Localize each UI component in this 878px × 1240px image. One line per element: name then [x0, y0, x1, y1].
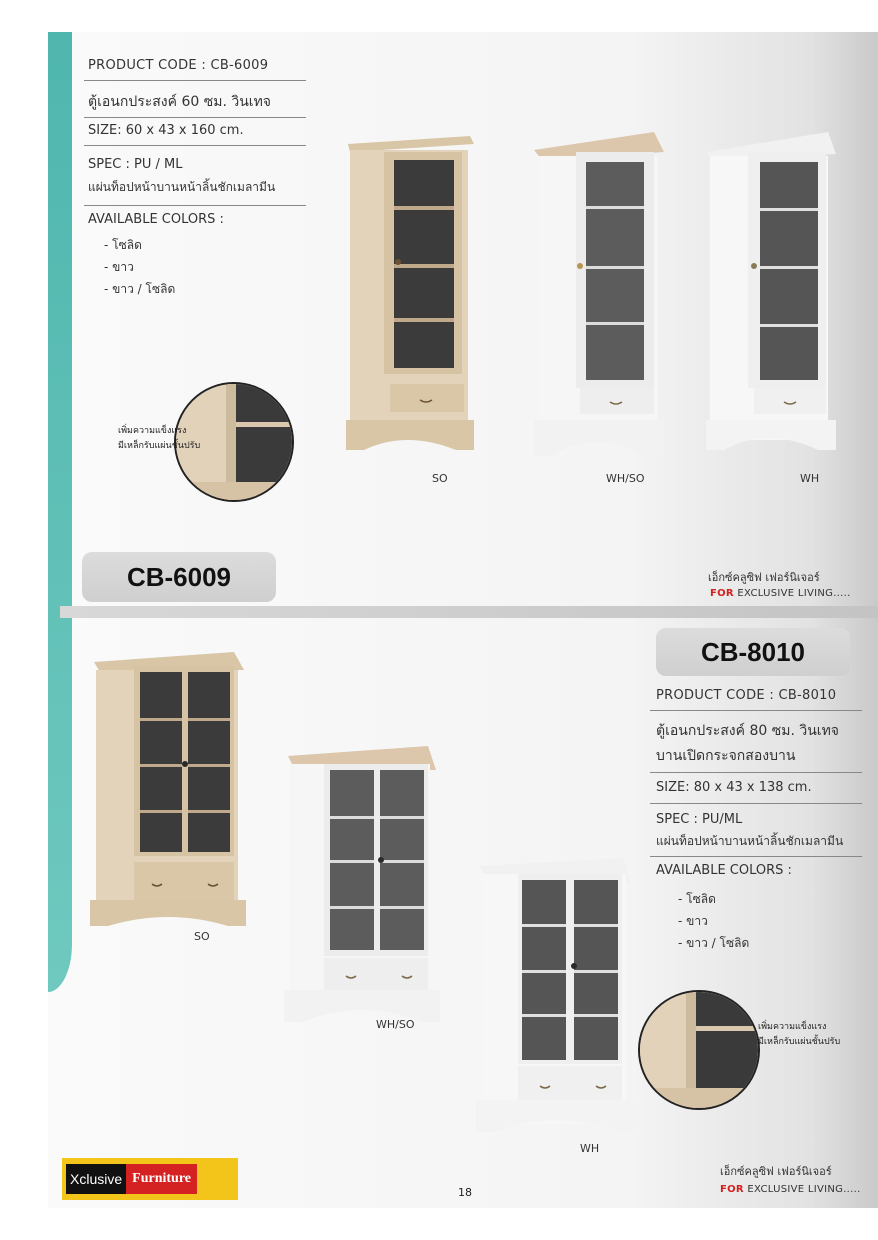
- product-spec-detail: แผ่นท็อปหน้าบานหน้าลิ้นชักเมลามีน: [656, 834, 844, 848]
- variant-label: SO: [194, 930, 210, 943]
- brand-living: EXCLUSIVE LIVING.....: [733, 588, 851, 599]
- spec-divider: [84, 145, 306, 146]
- color-list: [104, 234, 175, 300]
- spec-divider: [650, 856, 862, 857]
- product-code: PRODUCT CODE : CB-8010: [656, 688, 837, 703]
- product-size: SIZE: 80 x 43 x 138 cm.: [656, 780, 812, 795]
- teal-side-bar: [48, 32, 72, 992]
- product-name-2: บานเปิดกระจกสองบาน: [656, 748, 796, 764]
- variant-label: WH: [800, 472, 820, 485]
- zoom-note-line: เพิ่มความแข็งแรง: [118, 426, 187, 436]
- brand-for: FOR: [720, 1184, 744, 1195]
- brand-tagline-th: เอ็กซ์คลูซิฟ เฟอร์นิเจอร์: [708, 571, 820, 584]
- cabinet-so-image: [340, 130, 480, 460]
- color-item: - ขาว / โซลิด: [678, 936, 750, 950]
- product-name: ตู้เอนกประสงค์ 60 ซม. วินเทจ: [88, 94, 271, 110]
- spec-divider: [84, 205, 306, 206]
- product-code: PRODUCT CODE : CB-6009: [88, 58, 269, 73]
- spec-divider: [650, 772, 862, 773]
- detail-zoom-circle: [638, 990, 760, 1110]
- variant-label: WH: [580, 1142, 600, 1155]
- brand-for: FOR: [710, 588, 734, 599]
- color-item: - ขาว: [678, 914, 708, 928]
- color-list: [678, 888, 749, 954]
- cabinet-wh-so-image: [530, 130, 670, 460]
- cabinet-wh-image: [700, 130, 840, 460]
- variant-label: SO: [432, 472, 448, 485]
- cabinet-wh-so-image: [280, 742, 442, 1032]
- brand-tagline-en: [710, 588, 851, 599]
- product-spec: SPEC : PU / ML: [88, 157, 183, 172]
- brand-logo: [62, 1158, 238, 1200]
- zoom-note-line: มีเหล็กรับแผ่นชั้นปรับ: [758, 1037, 841, 1047]
- spec-divider: [84, 80, 306, 81]
- color-item: - ขาว: [104, 260, 134, 274]
- zoom-note: [758, 1020, 840, 1050]
- color-item: - โซลิด: [104, 238, 142, 252]
- product-name: ตู้เอนกประสงค์ 80 ซม. วินเทจ: [656, 723, 839, 739]
- page-number: 18: [458, 1186, 472, 1199]
- product-size: SIZE: 60 x 43 x 160 cm.: [88, 123, 244, 138]
- cabinet-so-image: [88, 648, 248, 938]
- logo-xclusive: Xclusive: [66, 1164, 126, 1194]
- colors-title: AVAILABLE COLORS :: [656, 863, 792, 878]
- spec-divider: [650, 710, 862, 711]
- cabinet-wh-image: [474, 852, 638, 1142]
- color-item: - ขาว / โซลิด: [104, 282, 176, 296]
- variant-label: WH/SO: [606, 472, 645, 485]
- product-spec: SPEC : PU/ML: [656, 812, 743, 827]
- model-badge: CB-8010: [656, 628, 850, 676]
- product-spec-detail: แผ่นท็อปหน้าบานหน้าลิ้นชักเมลามีน: [88, 180, 276, 194]
- brand-tagline-th: เอ็กซ์คลูซิฟ เฟอร์นิเจอร์: [720, 1165, 832, 1178]
- spec-divider: [650, 803, 862, 804]
- brand-living: EXCLUSIVE LIVING.....: [743, 1184, 861, 1195]
- zoom-note-line: มีเหล็กรับแผ่นชั้นปรับ: [118, 441, 201, 451]
- color-item: - โซลิด: [678, 892, 716, 906]
- zoom-note-line: เพิ่มความแข็งแรง: [758, 1022, 827, 1032]
- colors-title: AVAILABLE COLORS :: [88, 212, 224, 227]
- logo-furniture: Furniture: [126, 1164, 197, 1194]
- spec-divider: [84, 117, 306, 118]
- zoom-note: [118, 424, 200, 454]
- model-badge: CB-6009: [82, 552, 276, 602]
- variant-label: WH/SO: [376, 1018, 415, 1031]
- section-divider: [60, 606, 878, 618]
- brand-tagline-en: [720, 1184, 861, 1195]
